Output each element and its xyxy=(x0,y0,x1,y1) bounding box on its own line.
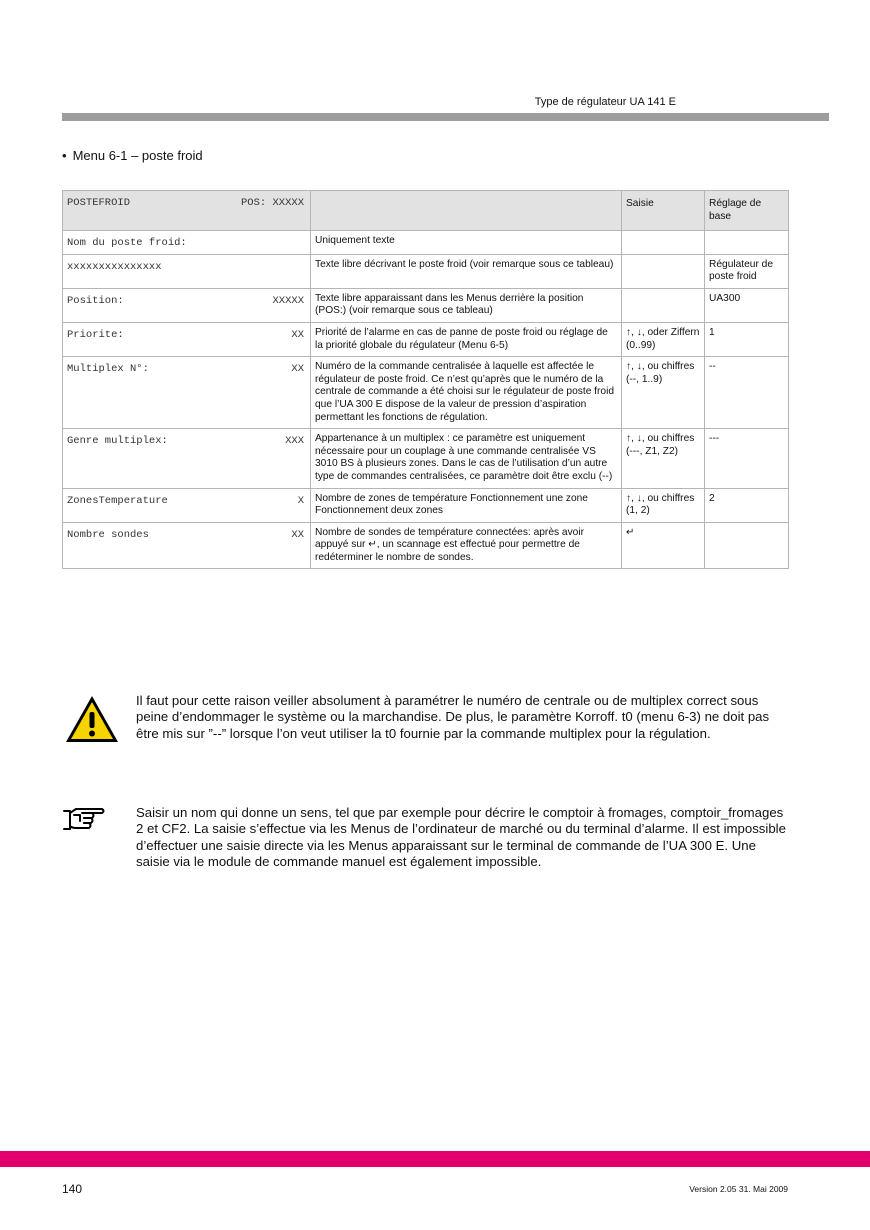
version-info: Version 2.05 31. Mai 2009 xyxy=(689,1184,788,1194)
param-saisie: ↵ xyxy=(622,522,705,569)
table-header-row xyxy=(63,191,789,231)
param-saisie: ↑, ↓, ou chiffres (--, 1..9) xyxy=(622,357,705,429)
param-name: Priorite: xyxy=(67,328,124,341)
param-desc: Nombre de sondes de température connectées: après avoir appuyé sur ↵, un scannage est effectué pour permettre de redéterminer le nombre de sondes. xyxy=(311,522,622,569)
param-name: xxxxxxxxxxxxxxx xyxy=(67,260,162,273)
header-pos: POS: XXXXX xyxy=(240,197,304,209)
param-value: XXX xyxy=(285,435,304,448)
param-name: Genre multiplex: xyxy=(67,435,168,448)
header-desc xyxy=(311,191,622,231)
param-name: Position: xyxy=(67,294,124,307)
header-title: Type de régulateur UA 141 E xyxy=(534,96,676,108)
header-saisie: Saisie xyxy=(622,191,705,231)
param-desc: Texte libre apparaissant dans les Menus derrière la position (POS:) (voir remarque sous ce tableau) xyxy=(311,288,622,322)
param-desc: Numéro de la commande centralisée à laquelle est affectée le régulateur de poste froid. Ce n’est qu’après que le numéro de la centrale de commande a été choisi sur le régulateur de poste froid que l’UA 300 E dispose de la valeur de pression d’aspiration permettant les fonctions de régulation. xyxy=(311,357,622,429)
bullet: • xyxy=(62,148,67,163)
param-reglage: 1 xyxy=(705,322,789,356)
param-reglage: UA300 xyxy=(705,288,789,322)
header-reglage: Réglage de base xyxy=(705,191,789,231)
param-saisie: ↑, ↓, oder Ziffern (0..99) xyxy=(622,322,705,356)
header-name: POSTEFROID xyxy=(67,197,131,209)
param-value: XX xyxy=(291,363,304,376)
warning-triangle-icon xyxy=(64,694,120,744)
param-desc: Texte libre décrivant le poste froid (voir remarque sous ce tableau) xyxy=(311,254,622,288)
param-value: XX xyxy=(291,328,304,341)
section-heading xyxy=(62,148,203,163)
table-row xyxy=(63,488,789,522)
param-value: XXXXX xyxy=(272,294,304,307)
param-value: XX xyxy=(291,528,304,541)
param-reglage xyxy=(705,231,789,255)
param-saisie xyxy=(622,231,705,255)
param-name: ZonesTemperature xyxy=(67,494,168,507)
param-saisie xyxy=(622,288,705,322)
table-row xyxy=(63,429,789,488)
table-row xyxy=(63,254,789,288)
table-row xyxy=(63,231,789,255)
param-desc: Priorité de l’alarme en cas de panne de poste froid ou réglage de la priorité globale du régulateur (Menu 6-5) xyxy=(311,322,622,356)
header-param-cell xyxy=(63,191,311,231)
parameter-table xyxy=(62,190,789,569)
param-desc: Nombre de zones de température Fonctionnement une zone Fonctionnement deux zones xyxy=(311,488,622,522)
param-value: X xyxy=(297,494,304,507)
param-name: Nom du poste froid: xyxy=(67,237,187,249)
param-reglage: -- xyxy=(705,357,789,429)
param-reglage: --- xyxy=(705,429,789,488)
param-saisie xyxy=(622,254,705,288)
param-name: Multiplex N°: xyxy=(67,363,149,376)
table-row xyxy=(63,288,789,322)
pointing-hand-icon xyxy=(62,805,106,833)
param-desc: Uniquement texte xyxy=(311,231,622,255)
section-title: Menu 6-1 – poste froid xyxy=(72,148,203,163)
footer-accent-bar xyxy=(0,1151,870,1167)
param-reglage xyxy=(705,522,789,569)
warning-text: Il faut pour cette raison veiller absolument à paramétrer le numéro de centrale ou de multiplex correct sous peine d’endommager le système ou la marchandise. De plus, le paramètre Korroff. t0 (menu 6-3) ne doit pas être mis sur ”--” lorsque l’on veut utiliser la t0 fournie par la commande multiplex pour la régulation. xyxy=(136,693,770,741)
param-desc: Appartenance à un multiplex : ce paramètre est uniquement nécessaire pour un couplage à une commande centralisée VS 3010 BS à plusieurs zones. Dans le cas de l’utilisation d’un autre type de commandes centralisées, ce paramètre doit être exclu (--) xyxy=(311,429,622,488)
param-name: Nombre sondes xyxy=(67,528,149,541)
header-divider xyxy=(62,113,829,121)
param-saisie: ↑, ↓, ou chiffres (1, 2) xyxy=(622,488,705,522)
param-reglage: 2 xyxy=(705,488,789,522)
param-saisie: ↑, ↓, ou chiffres (---, Z1, Z2) xyxy=(622,429,705,488)
page-number: 140 xyxy=(62,1182,83,1196)
table-row xyxy=(63,322,789,356)
param-reglage: Régulateur de poste froid xyxy=(705,254,789,288)
table-row xyxy=(63,522,789,569)
note-text: Saisir un nom qui donne un sens, tel que par exemple pour décrire le comptoir à fromages, comptoir_fromages 2 et CF2. La saisie s’effectue via les Menus de l’ordinateur de marché ou du terminal d’alarme. Il est impossible d’effectuer une saisie directe via les Menus apparaissant sur le terminal de commande de l’UA 300 E. Une saisie via le module de commande manuel est également impossible. xyxy=(136,805,786,869)
table-row xyxy=(63,357,789,429)
